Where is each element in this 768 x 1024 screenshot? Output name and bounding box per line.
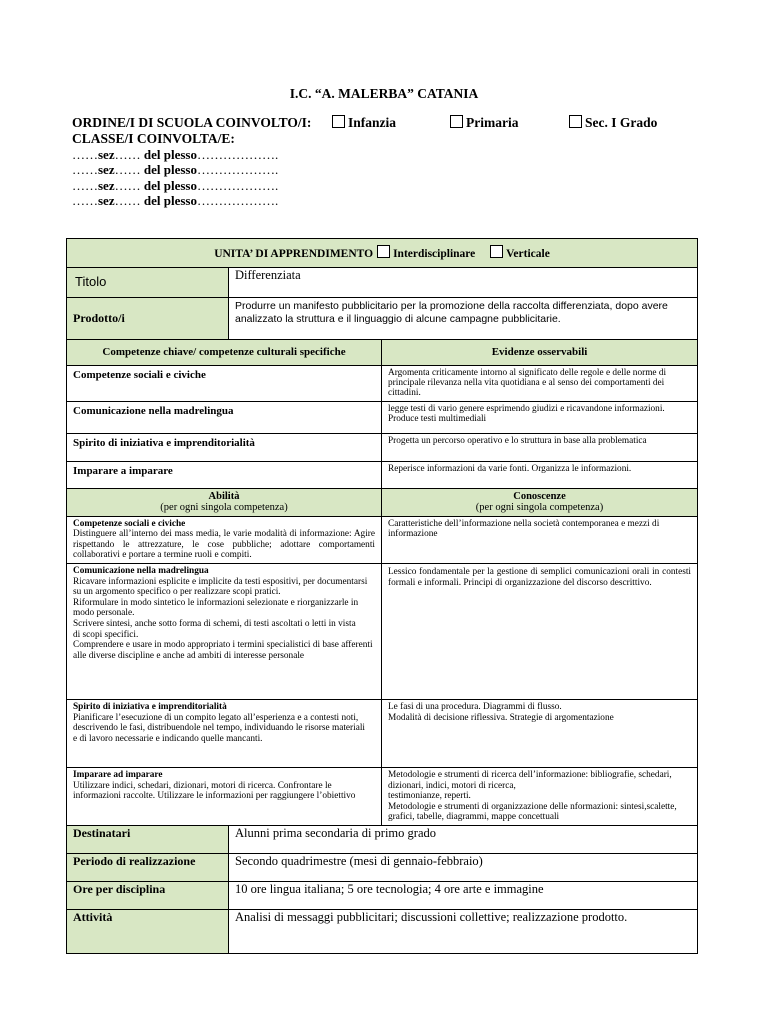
- ordini-label: ORDINE/I DI SCUOLA COINVOLTO/I:: [72, 115, 312, 130]
- competenze-header: Competenze chiave/ competenze culturali specifiche: [67, 340, 382, 366]
- sez-line: ……sez…… del plesso……………….: [72, 146, 279, 162]
- abilita-text: Distinguere all’interno dei mass media, le varie modalità di informazione: Agire rispettando le attrezzature, le cose pubbliche; adottare comportamenti collaborativi e portare a termine ruoli e compiti.: [73, 529, 375, 561]
- evidenza-cell: [382, 401, 698, 433]
- option-sec-i-grado[interactable]: Sec. I Grado: [569, 115, 657, 131]
- titolo-label-cell: [67, 268, 229, 298]
- abilita-cell: [67, 516, 382, 563]
- competenza-name: Comunicazione nella madrelingua: [67, 401, 382, 433]
- unit-table: [66, 238, 698, 954]
- attivita-label: Attività: [67, 909, 229, 953]
- evidenze-header: Evidenze osservabili: [382, 340, 698, 366]
- checkbox-verticale[interactable]: [490, 245, 503, 258]
- checkbox-interdisciplinare[interactable]: [377, 245, 390, 258]
- conoscenze-cell: Metodologie e strumenti di ricerca dell’informazione: bibliografie, schedari, dizionari, indici, motori di ricerca, testimonianze, reperti. Metodologie e strumenti di organizzazione delle nformazioni: sintesi,scalette, grafici, tabelle, diagrammi, mappe concettuali: [382, 767, 698, 825]
- evidenza-text: Reperisce informazioni da varie fonti. Organizza le informazioni.: [382, 461, 698, 488]
- school-title: I.C. “A. MALERBA” CATANIA: [289, 86, 479, 101]
- option-interdisciplinare: Interdisciplinare: [393, 248, 476, 261]
- option-primaria[interactable]: Primaria: [450, 115, 518, 131]
- titolo-value: Differenziata: [229, 268, 698, 298]
- abilita-title: Competenze sociali e civiche: [73, 518, 186, 529]
- sez-line: ……sez…… del plesso……………….: [72, 193, 279, 209]
- conoscenze-cell: Le fasi di una procedura. Diagrammi di flusso. Modalità di decisione riflessiva. Strategie di argomentazione: [382, 699, 698, 767]
- option-verticale: Verticale: [506, 248, 550, 261]
- competenza-name: Imparare a imparare: [67, 461, 382, 488]
- checkbox-primaria[interactable]: [450, 115, 463, 128]
- checkbox-sec-i-grado[interactable]: [569, 115, 582, 128]
- attivita-value: Analisi di messaggi pubblicitari; discussioni collettive; realizzazione prodotto.: [229, 909, 698, 953]
- prodotto-value: Produrre un manifesto pubblicitario per la promozione della raccolta differenziata, dopo avere analizzato la struttura e il linguaggio di alcune campagne pubblicitarie.: [229, 298, 698, 340]
- titolo-label: Titolo: [75, 273, 107, 289]
- destinatari-value: Alunni prima secondaria di primo grado: [229, 825, 698, 853]
- conoscenze-text: Lessico fondamentale per la gestione di semplici comunicazioni orali in contesti formali e informali. Principi di organizzazione del discorso descrittivo.: [382, 563, 698, 699]
- prodotto-label: Prodotto/i: [67, 298, 229, 340]
- header-block: [72, 115, 712, 209]
- classi-label: CLASSE/I COINVOLTA/E:: [72, 131, 235, 146]
- abilita-cell: Spirito di iniziativa e imprenditorialità Pianificare l’esecuzione di un compito legato all’esperienza e a contesti noti, descrivendo le fasi, distribuendole nel tempo, individuando le risorse materiali e di lavoro necessarie e indicando quelle mancanti.: [67, 699, 382, 767]
- sez-line: ……sez…… del plesso……………….: [72, 177, 279, 193]
- periodo-value: Secondo quadrimestre (mesi di gennaio-febbraio): [229, 853, 698, 881]
- destinatari-label: Destinatari: [67, 825, 229, 853]
- abilita-cell: [67, 767, 382, 825]
- evidenza-text: Progetta un percorso operativo e lo struttura in base alla problematica: [382, 433, 698, 461]
- ordini-line: [72, 115, 712, 131]
- abilita-title: Imparare ad imparare: [73, 769, 163, 780]
- periodo-label: Periodo di realizzazione: [67, 853, 229, 881]
- abilita-text: Utilizzare indici, schedari, dizionari, motori di ricerca. Confrontare le informazioni raccolte. Utilizzare le informazioni per raggiungere l’obiettivo: [73, 780, 356, 802]
- unit-heading: UNITA’ DI APPRENDIMENTO: [214, 248, 374, 261]
- ore-value: 10 ore lingua italiana; 5 ore tecnologia; 4 ore arte e immagine: [229, 881, 698, 909]
- conoscenze-header: Conoscenze (per ogni singola competenza): [382, 488, 698, 516]
- checkbox-infanzia[interactable]: [332, 115, 345, 128]
- unit-heading-cell: [67, 239, 698, 268]
- abilita-title: Spirito di iniziativa e imprenditorialità: [73, 701, 227, 712]
- abilita-title: Comunicazione nella madrelingua: [73, 565, 209, 576]
- evidenza-text: Argomenta criticamente intorno al significato delle regole e delle norme di principale rilevanza nella vita quotidiana e al senso dei comportamenti dei cittadini.: [382, 366, 698, 402]
- abilita-header: Abilità (per ogni singola competenza): [67, 488, 382, 516]
- evidenza-text: legge testi di vario genere esprimendo giudizi e ricavandone informazioni.: [388, 403, 665, 414]
- ore-label: Ore per disciplina: [67, 881, 229, 909]
- abilita-cell: Comunicazione nella madrelingua Ricavare informazioni esplicite e implicite da testi espositivi, per documentarsi su un argomento specifico o per realizzare scopi pratici. Riformulare in modo sintetico le informazioni selezionate e riorganizzarle in modo personale. Scrivere sintesi, anche sotto forma di schemi, di testi ascoltati o letti in vista di scopi specifici. Comprendere e usare in modo appropriato i termini specialistici di base afferenti alle diverse discipline e anche ad ambiti di interesse personale: [67, 563, 382, 699]
- sez-line: ……sez…… del plesso……………….: [72, 162, 279, 178]
- evidenza-text: Produce testi multimediali: [388, 413, 487, 424]
- option-infanzia[interactable]: Infanzia: [332, 115, 396, 131]
- competenza-name: Spirito di iniziativa e imprenditorialità: [67, 433, 382, 461]
- conoscenze-text: Caratteristiche dell’informazione nella società contemporanea e mezzi di informazione: [382, 516, 698, 563]
- competenza-name: Competenze sociali e civiche: [67, 366, 382, 402]
